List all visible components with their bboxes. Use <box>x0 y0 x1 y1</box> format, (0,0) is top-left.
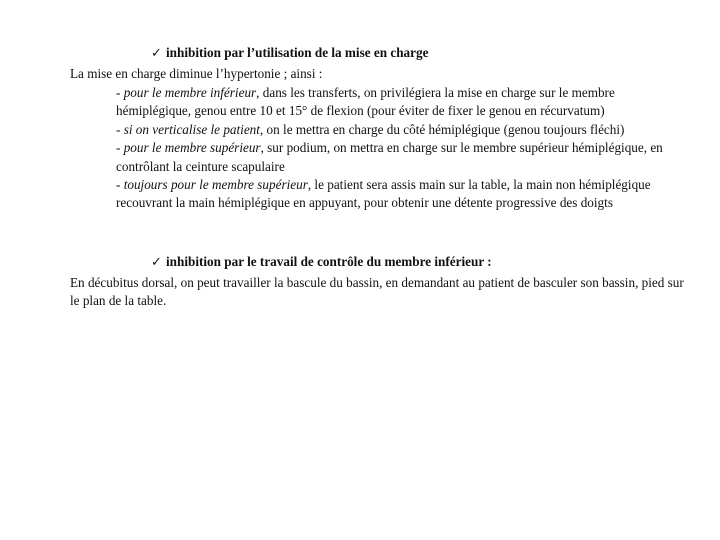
section-1-heading <box>151 45 428 61</box>
section-1-list <box>116 84 676 213</box>
list-item: - toujours pour le membre supérieur, le patient sera assis main sur la table, la main non hémiplégique recouvrant la main hémiplégique en appuyant, pour obtenir une détente progressive des doigts <box>116 177 651 211</box>
list-item-emphasis: pour le membre inférieur <box>123 85 257 100</box>
section-1-heading-text: inhibition par l’utilisation de la mise en charge <box>166 45 429 60</box>
list-item-emphasis: pour le membre supérieur <box>123 140 261 156</box>
section-2-heading-text: inhibition par le travail de contrôle du membre inférieur : <box>166 254 492 269</box>
list-item-emphasis: si on verticalise le patient <box>123 121 260 137</box>
list-item: - si on verticalise le patient, on le mettra en charge du côté hémiplégique (genou toujours fléchi) <box>116 121 625 137</box>
list-item-emphasis: toujours pour le membre supérieur <box>123 177 308 193</box>
list-item: - pour le membre inférieur, dans les transferts, on privilégiera la mise en charge sur le membre hémiplégique, genou entre 10 et 15° de flexion (pour éviter de fixer le genou en récurvatum) <box>116 85 615 119</box>
list-item: - pour le membre supérieur, sur podium, on mettra en charge sur le membre supérieur hémiplégique, en contrôlant la ceinture scapulaire <box>116 140 663 174</box>
section-1-intro: La mise en charge diminue l’hypertonie ; ainsi : <box>70 66 323 81</box>
checkmark-icon: ✓ <box>151 45 162 60</box>
section-2-body: En décubitus dorsal, on peut travailler la bascule du bassin, en demandant au patient de basculer son bassin, pied sur le plan de la table. <box>70 275 684 309</box>
checkmark-icon: ✓ <box>151 254 162 269</box>
section-2-heading <box>151 254 492 270</box>
